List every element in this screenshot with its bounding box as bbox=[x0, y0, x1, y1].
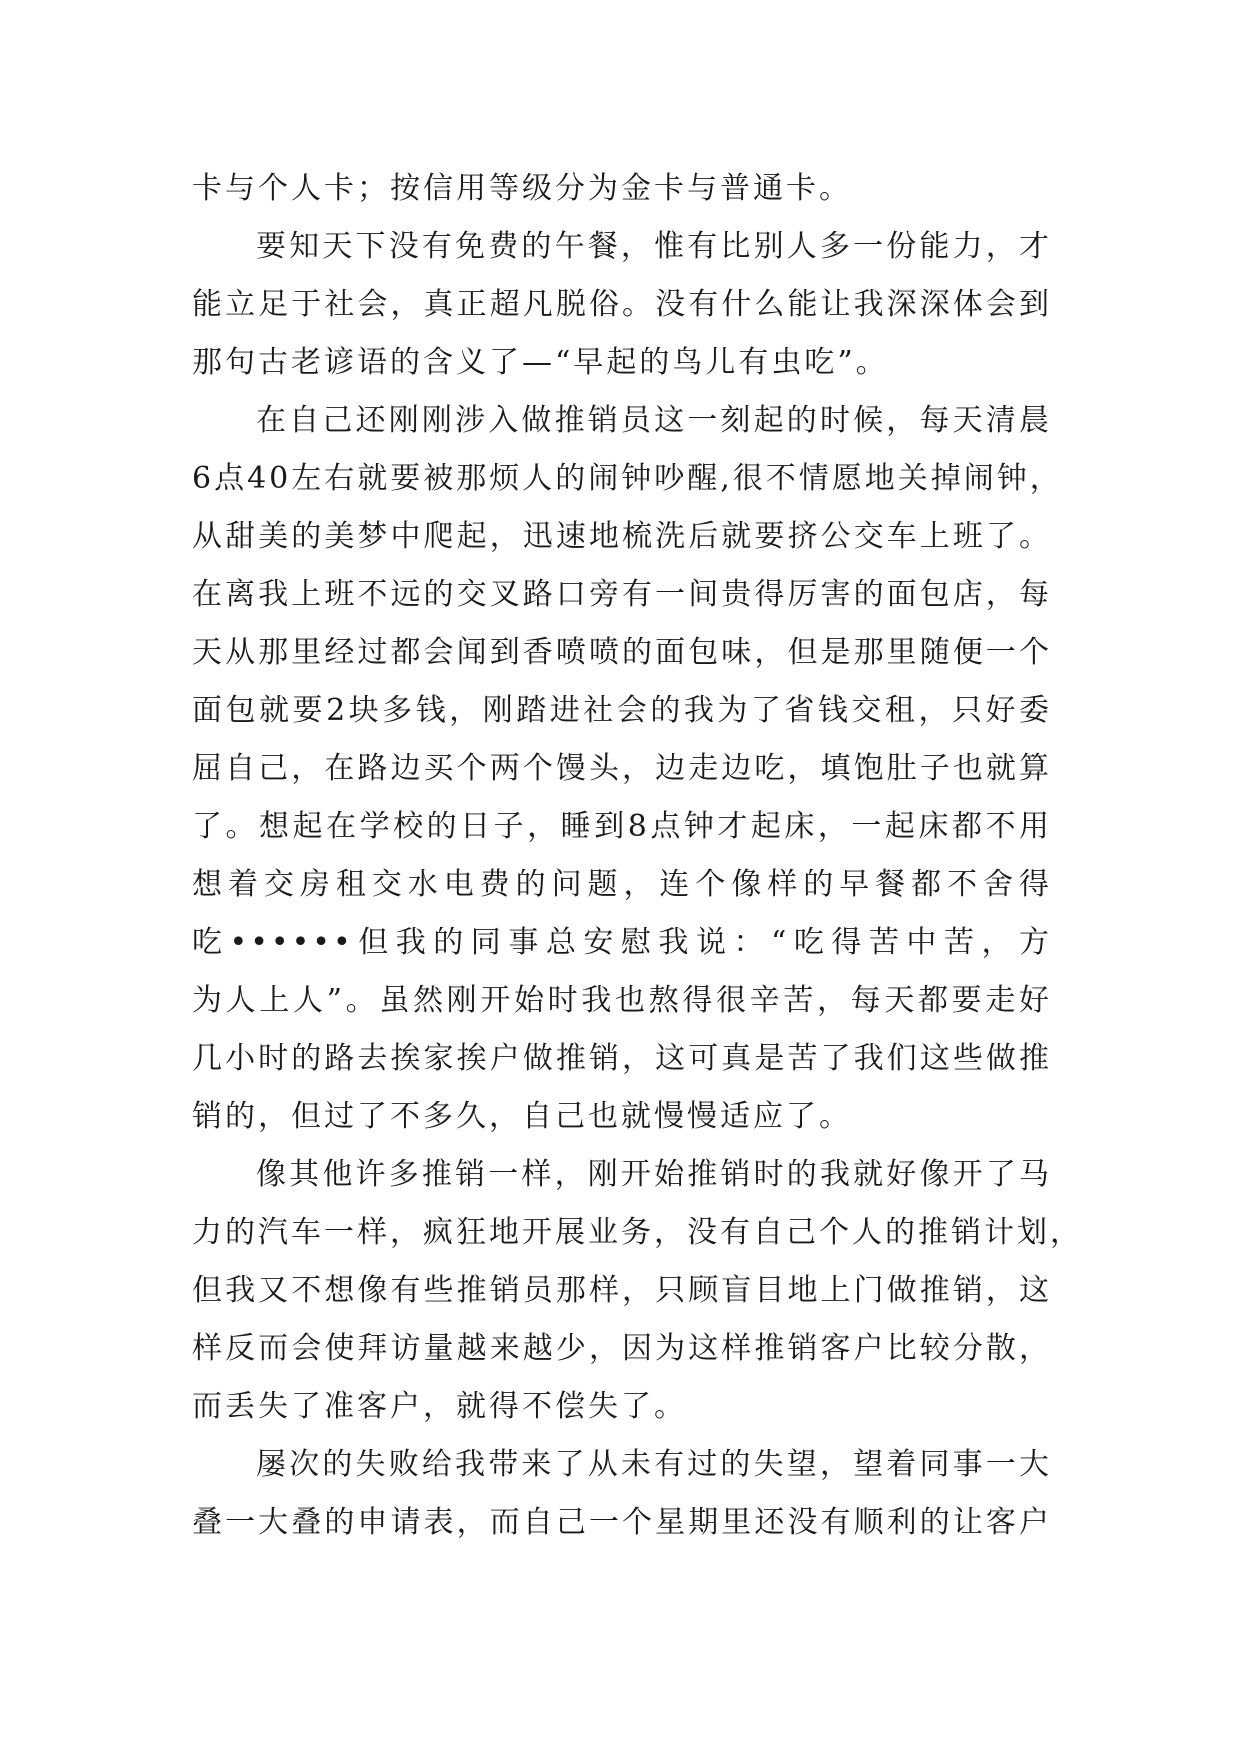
paragraph-first-line: 在自己还刚刚涉入做推销员这一刻起的时候，每天清晨 bbox=[256, 403, 1052, 438]
text-line: 天从那里经过都会闻到香喷喷的面包味，但是那里随便一个 bbox=[192, 635, 1052, 670]
text-line: 而丢失了准客户，就得不偿失了。 bbox=[192, 1389, 687, 1424]
paragraph-first-line: 屡次的失败给我带来了从未有过的失望，望着同事一大 bbox=[256, 1447, 1052, 1482]
text-line: 但我又不想像有些推销员那样，只顾盲目地上门做推销，这 bbox=[192, 1273, 1052, 1308]
text-line: 叠一大叠的申请表，而自己一个星期里还没有顺利的让客户 bbox=[192, 1505, 1052, 1540]
text-line: 面包就要2块多钱，刚踏进社会的我为了省钱交租，只好委 bbox=[192, 693, 1052, 728]
text-line: 能立足于社会，真正超凡脱俗。没有什么能让我深深体会到 bbox=[192, 287, 1052, 322]
text-line: 力的汽车一样，疯狂地开展业务，没有自己个人的推销计划， bbox=[192, 1215, 1083, 1250]
text-line: 在离我上班不远的交叉路口旁有一间贵得厉害的面包店，每 bbox=[192, 577, 1052, 612]
text-line: 吃••••••但我的同事总安慰我说：“吃得苦中苦，方 bbox=[192, 925, 1052, 960]
text-line: 那句古老谚语的含义了—“早起的鸟儿有虫吃”。 bbox=[192, 345, 889, 380]
text-line: 6点40左右就要被那烦人的闹钟吵醒,很不情愿地关掉闹钟， bbox=[192, 461, 1063, 496]
text-line: 卡与个人卡；按信用等级分为金卡与普通卡。 bbox=[192, 171, 852, 206]
text-line: 从甜美的美梦中爬起，迅速地梳洗后就要挤公交车上班了。 bbox=[192, 519, 1052, 554]
paragraph-first-line: 像其他许多推销一样，刚开始推销时的我就好像开了马 bbox=[256, 1157, 1052, 1192]
text-line: 几小时的路去挨家挨户做推销，这可真是苦了我们这些做推 bbox=[192, 1041, 1052, 1076]
text-line: 样反而会使拜访量越来越少，因为这样推销客户比较分散， bbox=[192, 1331, 1052, 1366]
text-line: 屈自己，在路边买个两个馒头，边走边吃，填饱肚子也就算 bbox=[192, 751, 1052, 786]
text-line: 销的，但过了不多久，自己也就慢慢适应了。 bbox=[192, 1099, 852, 1134]
text-line: 了。想起在学校的日子，睡到8点钟才起床，一起床都不用 bbox=[192, 809, 1052, 844]
body-text bbox=[192, 160, 1083, 1552]
text-line: 为人上人”。虽然刚开始时我也熬得很辛苦，每天都要走好 bbox=[192, 983, 1052, 1018]
paragraph-first-line: 要知天下没有免费的午餐，惟有比别人多一份能力，才 bbox=[256, 229, 1052, 264]
text-line: 想着交房租交水电费的问题，连个像样的早餐都不舍得 bbox=[192, 867, 1052, 902]
